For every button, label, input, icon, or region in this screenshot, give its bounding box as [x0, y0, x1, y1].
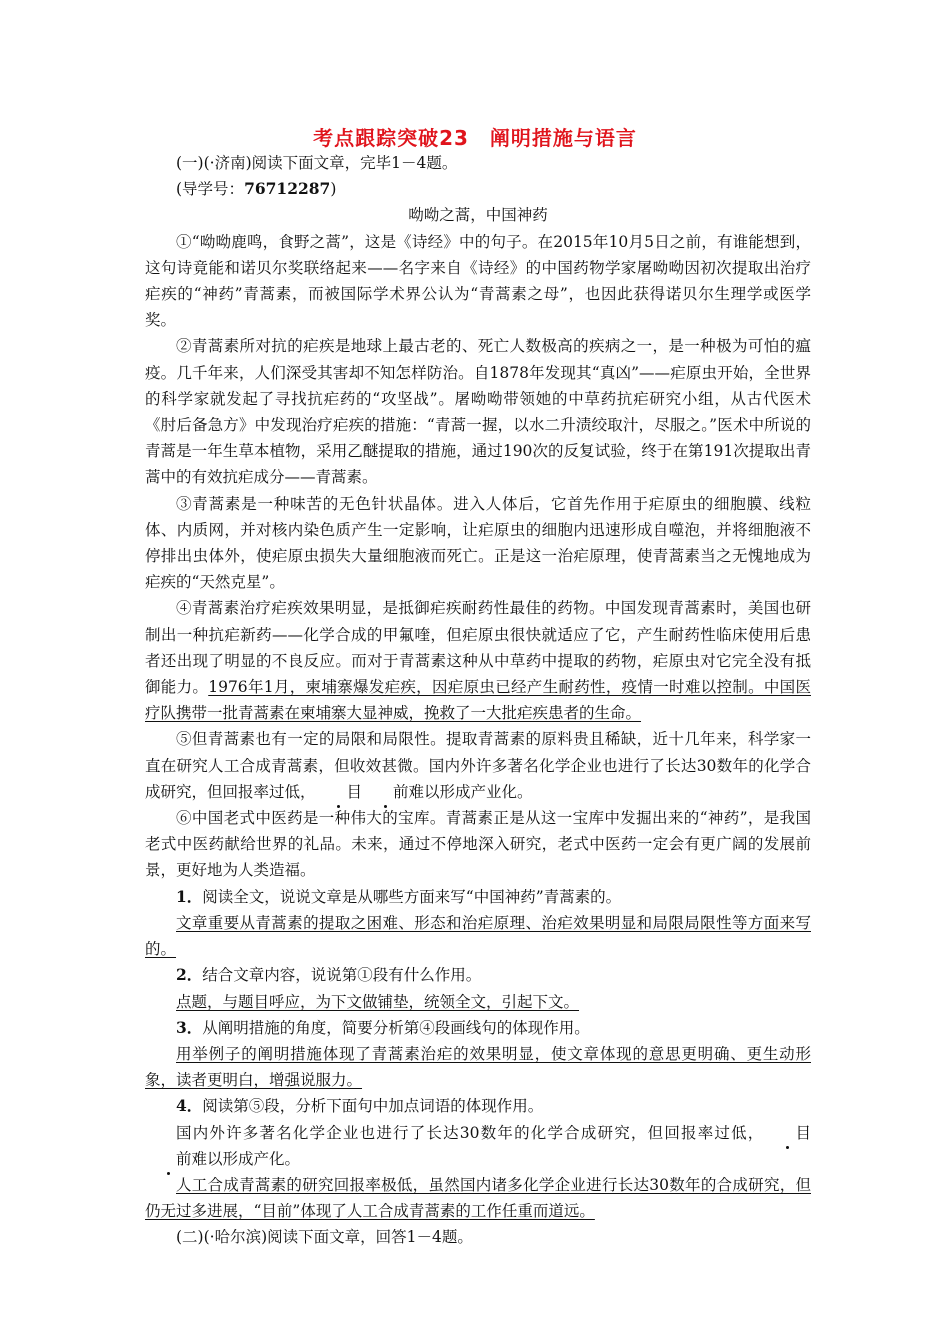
quote-text: 国内外许多著名化学企业也进行了长达30数年的化学合成研究，但回报率过低，	[176, 1123, 765, 1142]
paragraph-3: ③青蒿素是一种味苦的无色针状晶体。进入人体后，它首先作用于疟原虫的细胞膜、线粒体、内质网，并对核内染色质产生一定影响，让疟原虫的细胞内迅速形成自噬泡，并将细胞液不停排出虫体外，使疟原虫损失大量细胞液而死亡。正是这一治疟原理，使青蒿素当之无愧地成为疟疾的“天然克星”。	[145, 494, 811, 592]
question-3	[145, 1015, 811, 1041]
question-1	[145, 884, 811, 910]
page-title: 考点跟踪突破23 阐明措施与语言	[313, 126, 637, 150]
question-number: 2．	[176, 965, 203, 985]
answer-text: 人工合成青蒿素的研究回报率极低，虽然国内诸多化学企业进行长达30数年的合成研究，但仍无过多进展，“目前”体现了人工合成青蒿素的工作任重而道远。	[145, 1175, 811, 1221]
question-number: 3．	[176, 1017, 203, 1037]
quote-text-end: 难以形成产化。	[191, 1149, 301, 1168]
question-text: 从阐明措施的角度，简要分析第④段画线句的体现作用。	[202, 1018, 590, 1037]
dotted-char-qian: 前	[362, 779, 409, 805]
answer-4	[145, 1172, 811, 1224]
guide-number-line	[145, 176, 811, 202]
dotted-char-qian: 前	[145, 1146, 192, 1172]
answer-3	[145, 1041, 811, 1093]
question-text: 阅读第⑤段，分析下面句中加点词语的体现作用。	[202, 1097, 544, 1116]
question-text: 阅读全文，说说文章是从哪些方面来写“中国神药”青蒿素的。	[202, 887, 622, 906]
question-number: 4．	[176, 1096, 203, 1116]
question-number: 1．	[176, 886, 203, 906]
dotted-char-mu: 目	[764, 1120, 811, 1146]
document-body	[145, 150, 811, 1251]
paragraph-5-text-end: 难以形成产业化。	[408, 782, 533, 801]
paragraph-4	[145, 595, 811, 726]
guide-number: 76712287	[244, 179, 331, 199]
paragraph-5	[145, 726, 811, 805]
question-4	[145, 1093, 811, 1119]
answer-text: 用举例子的阐明措施体现了青蒿素治疟的效果明显，使文章体现的意思更明确、更生动形象，读者更明白，增强说服力。	[145, 1044, 811, 1090]
paragraph-6: ⑥中国老式中医药是一种伟大的宝库。青蒿素正是从这一宝库中发掘出来的“神药”，是我国老式中医药献给世界的礼品。未来，通过不停地深入研究，老式中医药一定会有更广阔的发展前景，更好地为人类造福。	[145, 809, 811, 880]
section2-header: (二)(·哈尔滨)阅读下面文章，回答1－4题。	[176, 1228, 473, 1247]
question-4-quote	[145, 1120, 811, 1172]
paragraph-2: ②青蒿素所对抗的疟疾是地球上最古老的、死亡人数极高的疾病之一，是一种极为可怕的瘟疫。几千年来，人们深受其害却不知怎样防治。自1878年发现其“真凶”——疟原虫开始，全世界的科学家就发起了寻找抗疟药的“攻坚战”。屠呦呦带领她的中草药抗疟研究小组，从古代医术《肘后备急方》中发现治疗疟疾的措施：“青蒿一握，以水二升渍绞取汁，尽服之。”医术中所说的青蒿是一年生草本植物，采用乙醚提取的措施，通过190次的反复试验，终于在第191次提取出青蒿中的有效抗疟成分——青蒿素。	[145, 337, 811, 487]
paragraph-1: ①“呦呦鹿鸣，食野之蒿”，这是《诗经》中的句子。在2015年10月5日之前，有谁能想到，这句诗竟能和诺贝尔奖联络起来——名字来自《诗经》的中国药物学家屠呦呦因初次提取出治疗疟疾的“神药”青蒿素，而被国际学术界公认为“青蒿素之母”，也因此获得诺贝尔生理学或医学奖。	[145, 232, 811, 330]
answer-text: 点题，与题目呼应，为下文做铺垫，统领全文，引起下文。	[176, 992, 580, 1011]
answer-text: 文章重要从青蒿素的提取之困难、形态和治疟原理、治疟效果明显和局限局限性等方面来写的。	[145, 913, 811, 959]
paragraph-4-underlined-sentence: 1976年1月，柬埔寨爆发疟疾，因疟原虫已经产生耐药性，疫情一时难以控制。中国医疗队携带一批青蒿素在柬埔寨大显神威，挽救了一大批疟疾患者的生命。	[145, 678, 811, 723]
dotted-char-mu: 目	[316, 779, 363, 805]
guide-close: )	[330, 180, 337, 199]
paragraph-5-text: ⑤但青蒿素也有一定的局限和局限性。提取青蒿素的原料贵且稀缺，近十几年来，科学家一直在研究人工合成青蒿素，但收效甚微。国内外许多著名化学企业也进行了长达30数年的化学合成研究，但回报率过低，	[145, 730, 811, 801]
question-text: 结合文章内容，说说第①段有什么作用。	[202, 966, 482, 985]
question-2	[145, 962, 811, 988]
paragraph-4-text: ④青蒿素治疗疟疾效果明显，是抵御疟疾耐药性最佳的药物。中国发现青蒿素时，美国也研制出一种抗疟新药——化学合成的甲氟喹，但疟原虫很快就适应了它，产生耐药性临床使用后患者还出现了明显的不良反应。而对于青蒿素这种从中草药中提取的药物，疟原虫对它完全没有抵御能力。	[145, 599, 811, 697]
guide-label: (导学号：	[176, 180, 245, 199]
article-title: 呦呦之蒿，中国神药	[408, 206, 548, 225]
answer-2	[145, 989, 811, 1015]
answer-1	[145, 910, 811, 962]
section1-header: (一)(·济南)阅读下面文章，完毕1－4题。	[176, 154, 458, 172]
